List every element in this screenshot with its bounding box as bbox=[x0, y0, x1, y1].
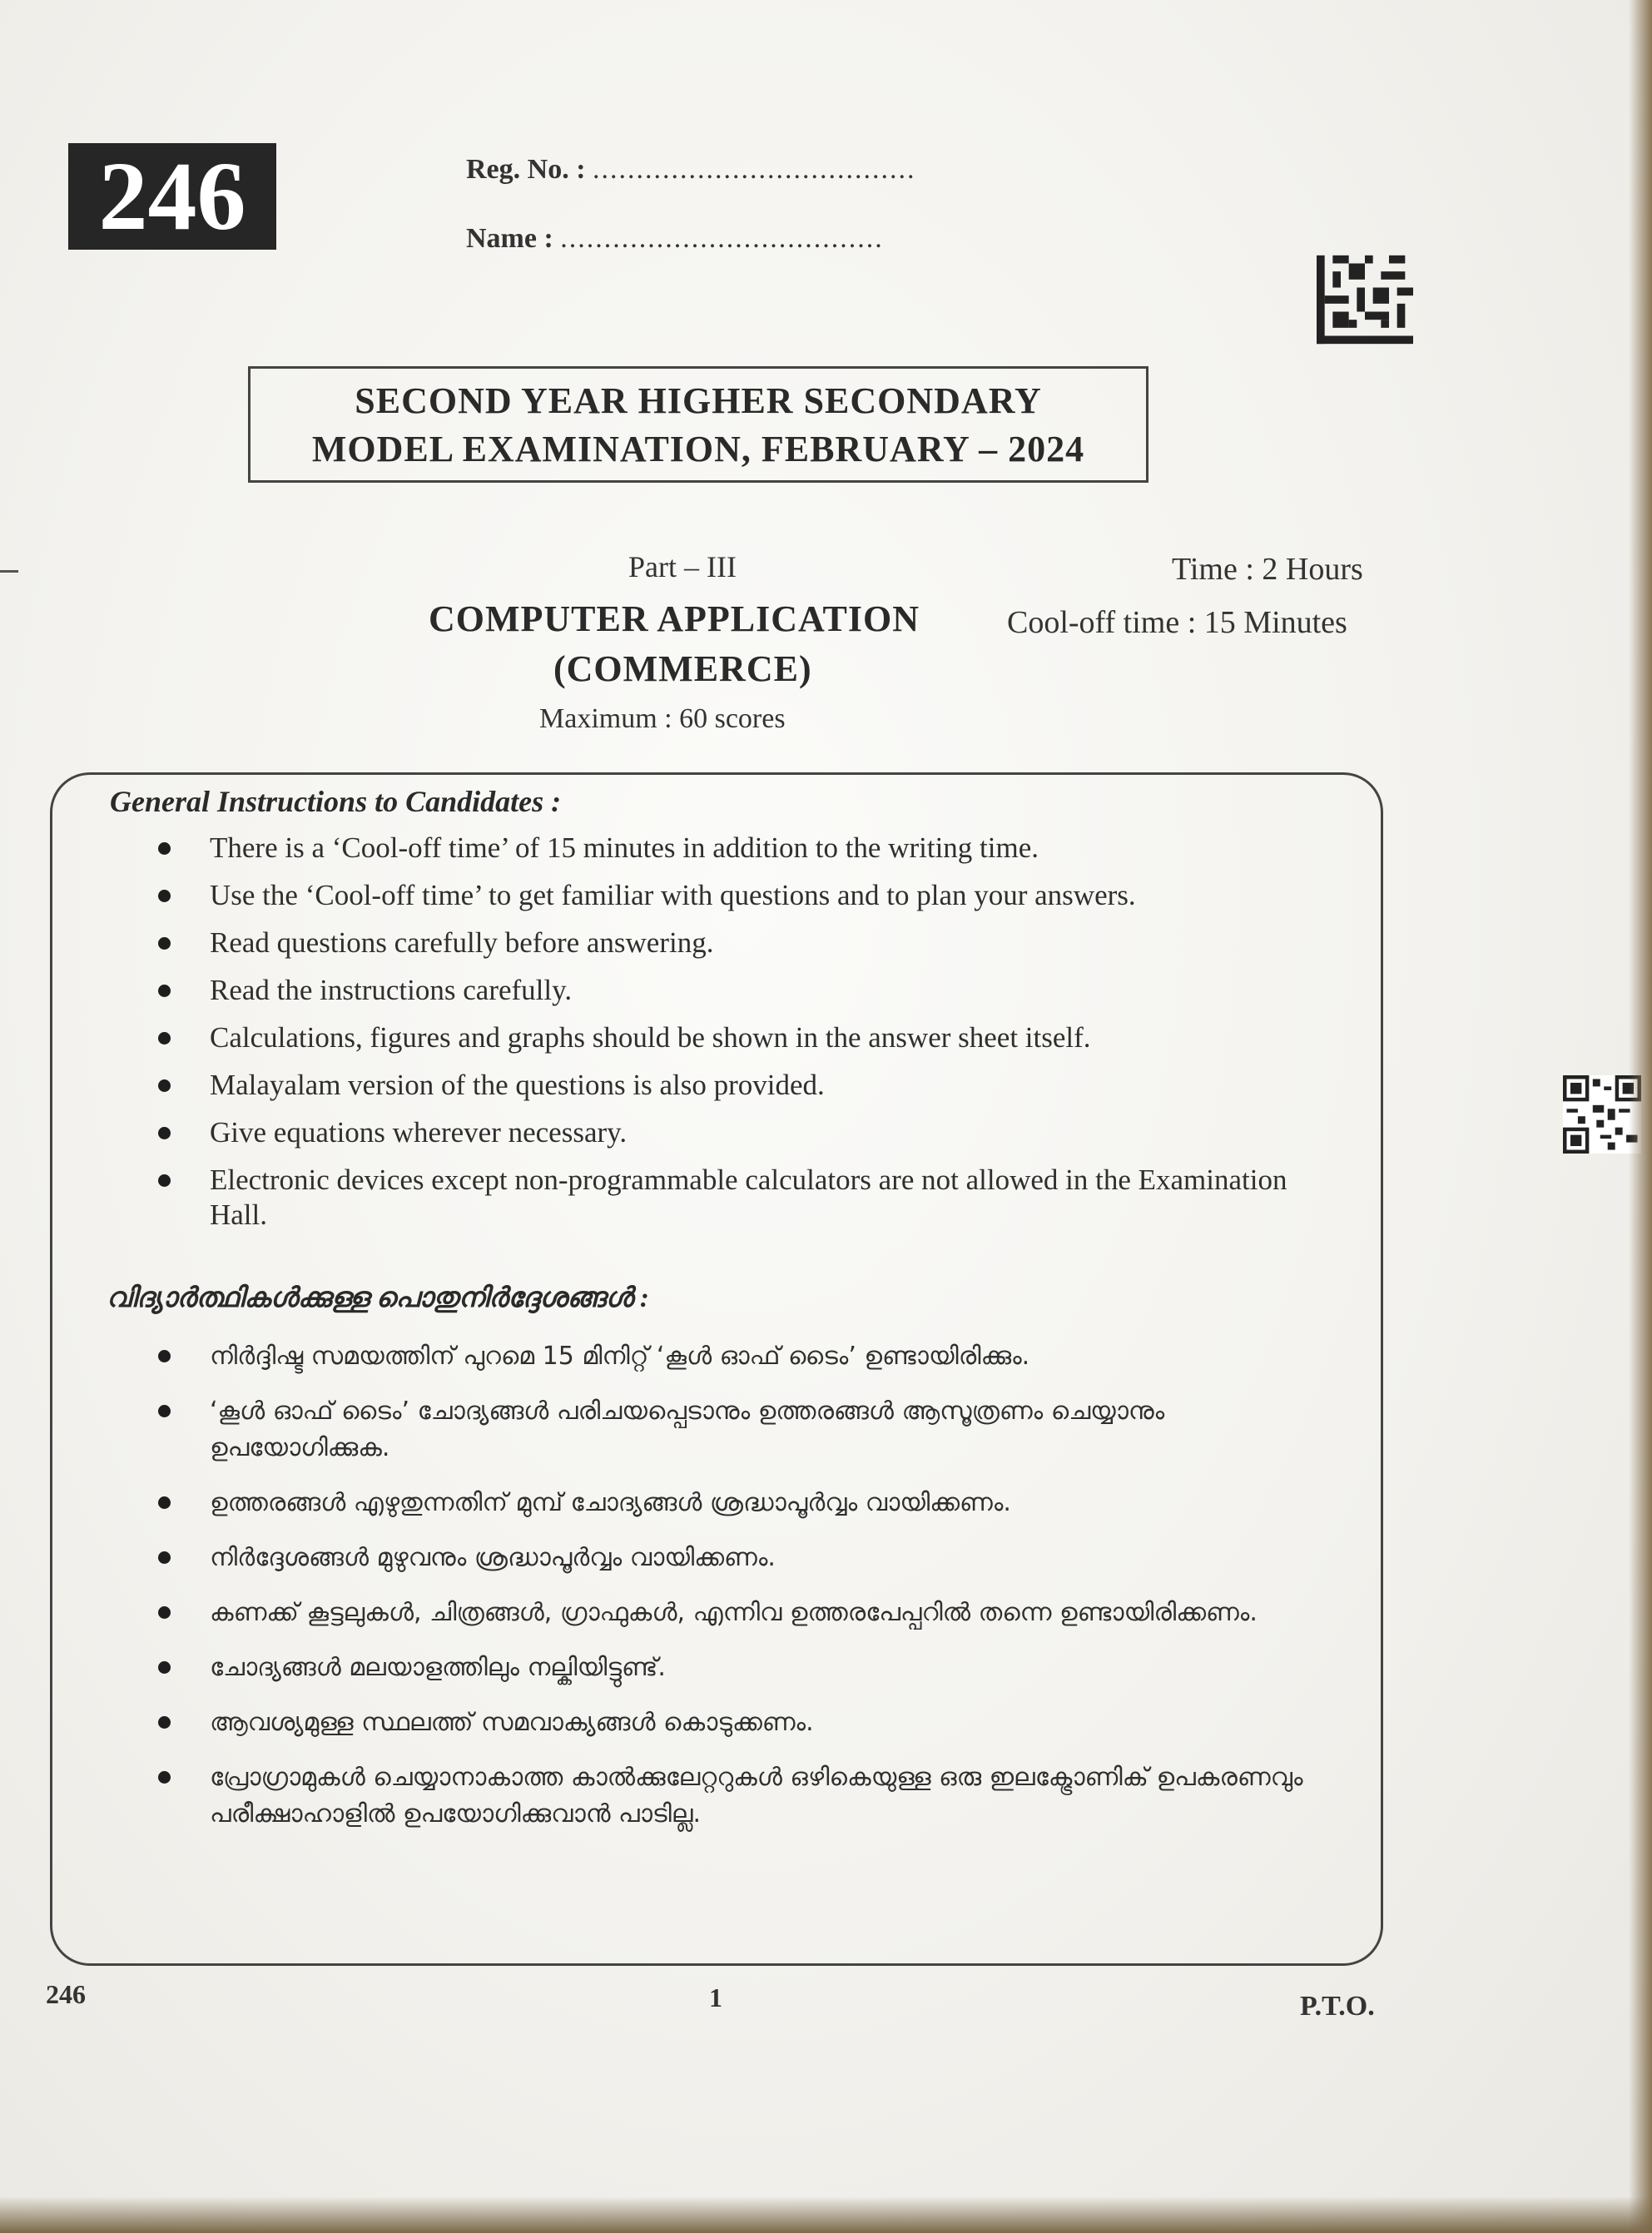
bullet-icon bbox=[158, 1606, 171, 1619]
instruction-item bbox=[158, 1115, 1323, 1150]
time-label: Time : 2 Hours bbox=[1172, 552, 1363, 587]
bullet-icon bbox=[158, 937, 171, 950]
malayalam-instructions-heading: വിദ്യാർത്ഥികൾക്കുള്ള പൊതുനിർദ്ദേശങ്ങൾ : bbox=[107, 1283, 649, 1313]
instruction-item bbox=[158, 925, 1323, 960]
english-instructions-heading: General Instructions to Candidates : bbox=[110, 785, 562, 818]
datamatrix-barcode-icon bbox=[1317, 254, 1413, 345]
bullet-icon bbox=[158, 1405, 171, 1417]
instruction-text: നിർദ്ദിഷ്ട സമയത്തിന് പുറമെ 15 മിനിറ്റ് ‘കൂൾ ഓഫ് ടൈം’ ഉണ്ടായിരിക്കും. bbox=[210, 1342, 1030, 1371]
paper-code-badge: 246 bbox=[68, 143, 276, 250]
instruction-item bbox=[158, 1705, 1340, 1741]
bullet-icon bbox=[158, 1771, 171, 1784]
subject-title: COMPUTER APPLICATION bbox=[429, 598, 920, 639]
instruction-text: Use the ‘Cool-off time’ to get familiar with questions and to plan your answers. bbox=[210, 879, 1136, 911]
instruction-text: Malayalam version of the questions is also provided. bbox=[210, 1069, 825, 1101]
malayalam-instructions-list bbox=[158, 1338, 1340, 1851]
instruction-text: പ്രോഗ്രാമുകൾ ചെയ്യാനാകാത്ത കാൽക്കുലേറ്ററുകൾ ഒഴികെയുള്ള ഒരു ഇലക്ട്രോണിക് ഉപകരണവും പരീക്ഷാഹാളിൽ ഉപയോഗിക്കുവാൻ പാടില്ല. bbox=[210, 1763, 1303, 1829]
instruction-item bbox=[158, 831, 1323, 866]
margin-mark bbox=[0, 570, 18, 573]
bullet-icon bbox=[158, 842, 171, 855]
instruction-item bbox=[158, 973, 1323, 1008]
stream-title: (COMMERCE) bbox=[553, 648, 812, 689]
instruction-item bbox=[158, 1068, 1323, 1103]
bullet-icon bbox=[158, 1350, 171, 1362]
instruction-item bbox=[158, 1485, 1340, 1521]
bullet-icon bbox=[158, 1079, 171, 1092]
bullet-icon bbox=[158, 1551, 171, 1564]
instruction-item bbox=[158, 1595, 1340, 1631]
instruction-text: Read the instructions carefully. bbox=[210, 974, 573, 1006]
maximum-scores: Maximum : 60 scores bbox=[539, 703, 786, 734]
cooloff-time-label: Cool-off time : 15 Minutes bbox=[1007, 605, 1347, 640]
reg-no-blank: ..................................... bbox=[593, 154, 916, 185]
name-label: Name : bbox=[466, 223, 553, 254]
name-line bbox=[466, 223, 884, 255]
instruction-text: ചോദ്യങ്ങൾ മലയാളത്തിലും നല്കിയിട്ടുണ്ട്. bbox=[210, 1653, 666, 1682]
bullet-icon bbox=[158, 1716, 171, 1729]
bullet-icon bbox=[158, 890, 171, 902]
instruction-item bbox=[158, 878, 1323, 913]
footer-paper-code: 246 bbox=[46, 1979, 86, 2009]
name-blank: ..................................... bbox=[560, 223, 884, 254]
instruction-item bbox=[158, 1393, 1340, 1466]
exam-title-line-2: MODEL EXAMINATION, FEBRUARY – 2024 bbox=[311, 429, 1085, 469]
bullet-icon bbox=[158, 1496, 171, 1509]
reg-no-line bbox=[466, 154, 916, 186]
instruction-item bbox=[158, 1759, 1340, 1833]
instruction-item bbox=[158, 1338, 1340, 1375]
bullet-icon bbox=[158, 985, 171, 997]
photo-edge-bottom bbox=[0, 2196, 1652, 2233]
instruction-text: Read questions carefully before answering. bbox=[210, 926, 714, 959]
instruction-item bbox=[158, 1540, 1340, 1576]
exam-title-box bbox=[248, 366, 1148, 483]
instruction-text: There is a ‘Cool-off time’ of 15 minutes in addition to the writing time. bbox=[210, 831, 1039, 864]
instruction-text: നിർദ്ദേശങ്ങൾ മുഴുവനും ശ്രദ്ധാപൂർവ്വം വായിക്കണം. bbox=[210, 1543, 776, 1572]
instruction-text: Calculations, figures and graphs should be shown in the answer sheet itself. bbox=[210, 1021, 1091, 1054]
instruction-text: Give equations wherever necessary. bbox=[210, 1116, 628, 1149]
instruction-text: ആവശ്യമുള്ള സ്ഥലത്ത് സമവാക്യങ്ങൾ കൊടുക്കണം. bbox=[210, 1708, 814, 1737]
instruction-text: കണക്ക് കൂട്ടലുകൾ, ചിത്രങ്ങൾ, ഗ്രാഫുകൾ, എന്നിവ ഉത്തരപേപ്പറിൽ തന്നെ ഉണ്ടായിരിക്കണം. bbox=[210, 1598, 1258, 1627]
please-turn-over: P.T.O. bbox=[1300, 1991, 1375, 2022]
reg-no-label: Reg. No. : bbox=[466, 154, 586, 185]
instruction-text: ഉത്തരങ്ങൾ എഴുതുന്നതിന് മുമ്പ് ചോദ്യങ്ങൾ ശ്രദ്ധാപൂർവ്വം വായിക്കണം. bbox=[210, 1488, 1011, 1517]
instruction-item bbox=[158, 1163, 1323, 1233]
bullet-icon bbox=[158, 1127, 171, 1139]
instruction-text: Electronic devices except non-programmable calculators are not allowed in the Examination Hall. bbox=[210, 1164, 1287, 1231]
instruction-item bbox=[158, 1020, 1323, 1055]
exam-title-line-1: SECOND YEAR HIGHER SECONDARY bbox=[355, 380, 1042, 421]
bullet-icon bbox=[158, 1032, 171, 1045]
part-label: Part – III bbox=[628, 550, 737, 583]
instruction-text: ‘കൂൾ ഓഫ് ടൈം’ ചോദ്യങ്ങൾ പരിചയപ്പെടാനും ഉത്തരങ്ങൾ ആസൂത്രണം ചെയ്യാനും ഉപയോഗിക്കുക. bbox=[210, 1397, 1165, 1462]
page-number: 1 bbox=[709, 1982, 722, 2012]
bullet-icon bbox=[158, 1661, 171, 1674]
bullet-icon bbox=[158, 1174, 171, 1187]
instruction-item bbox=[158, 1650, 1340, 1686]
photo-edge-right bbox=[1629, 0, 1652, 2233]
english-instructions-list bbox=[158, 831, 1323, 1245]
